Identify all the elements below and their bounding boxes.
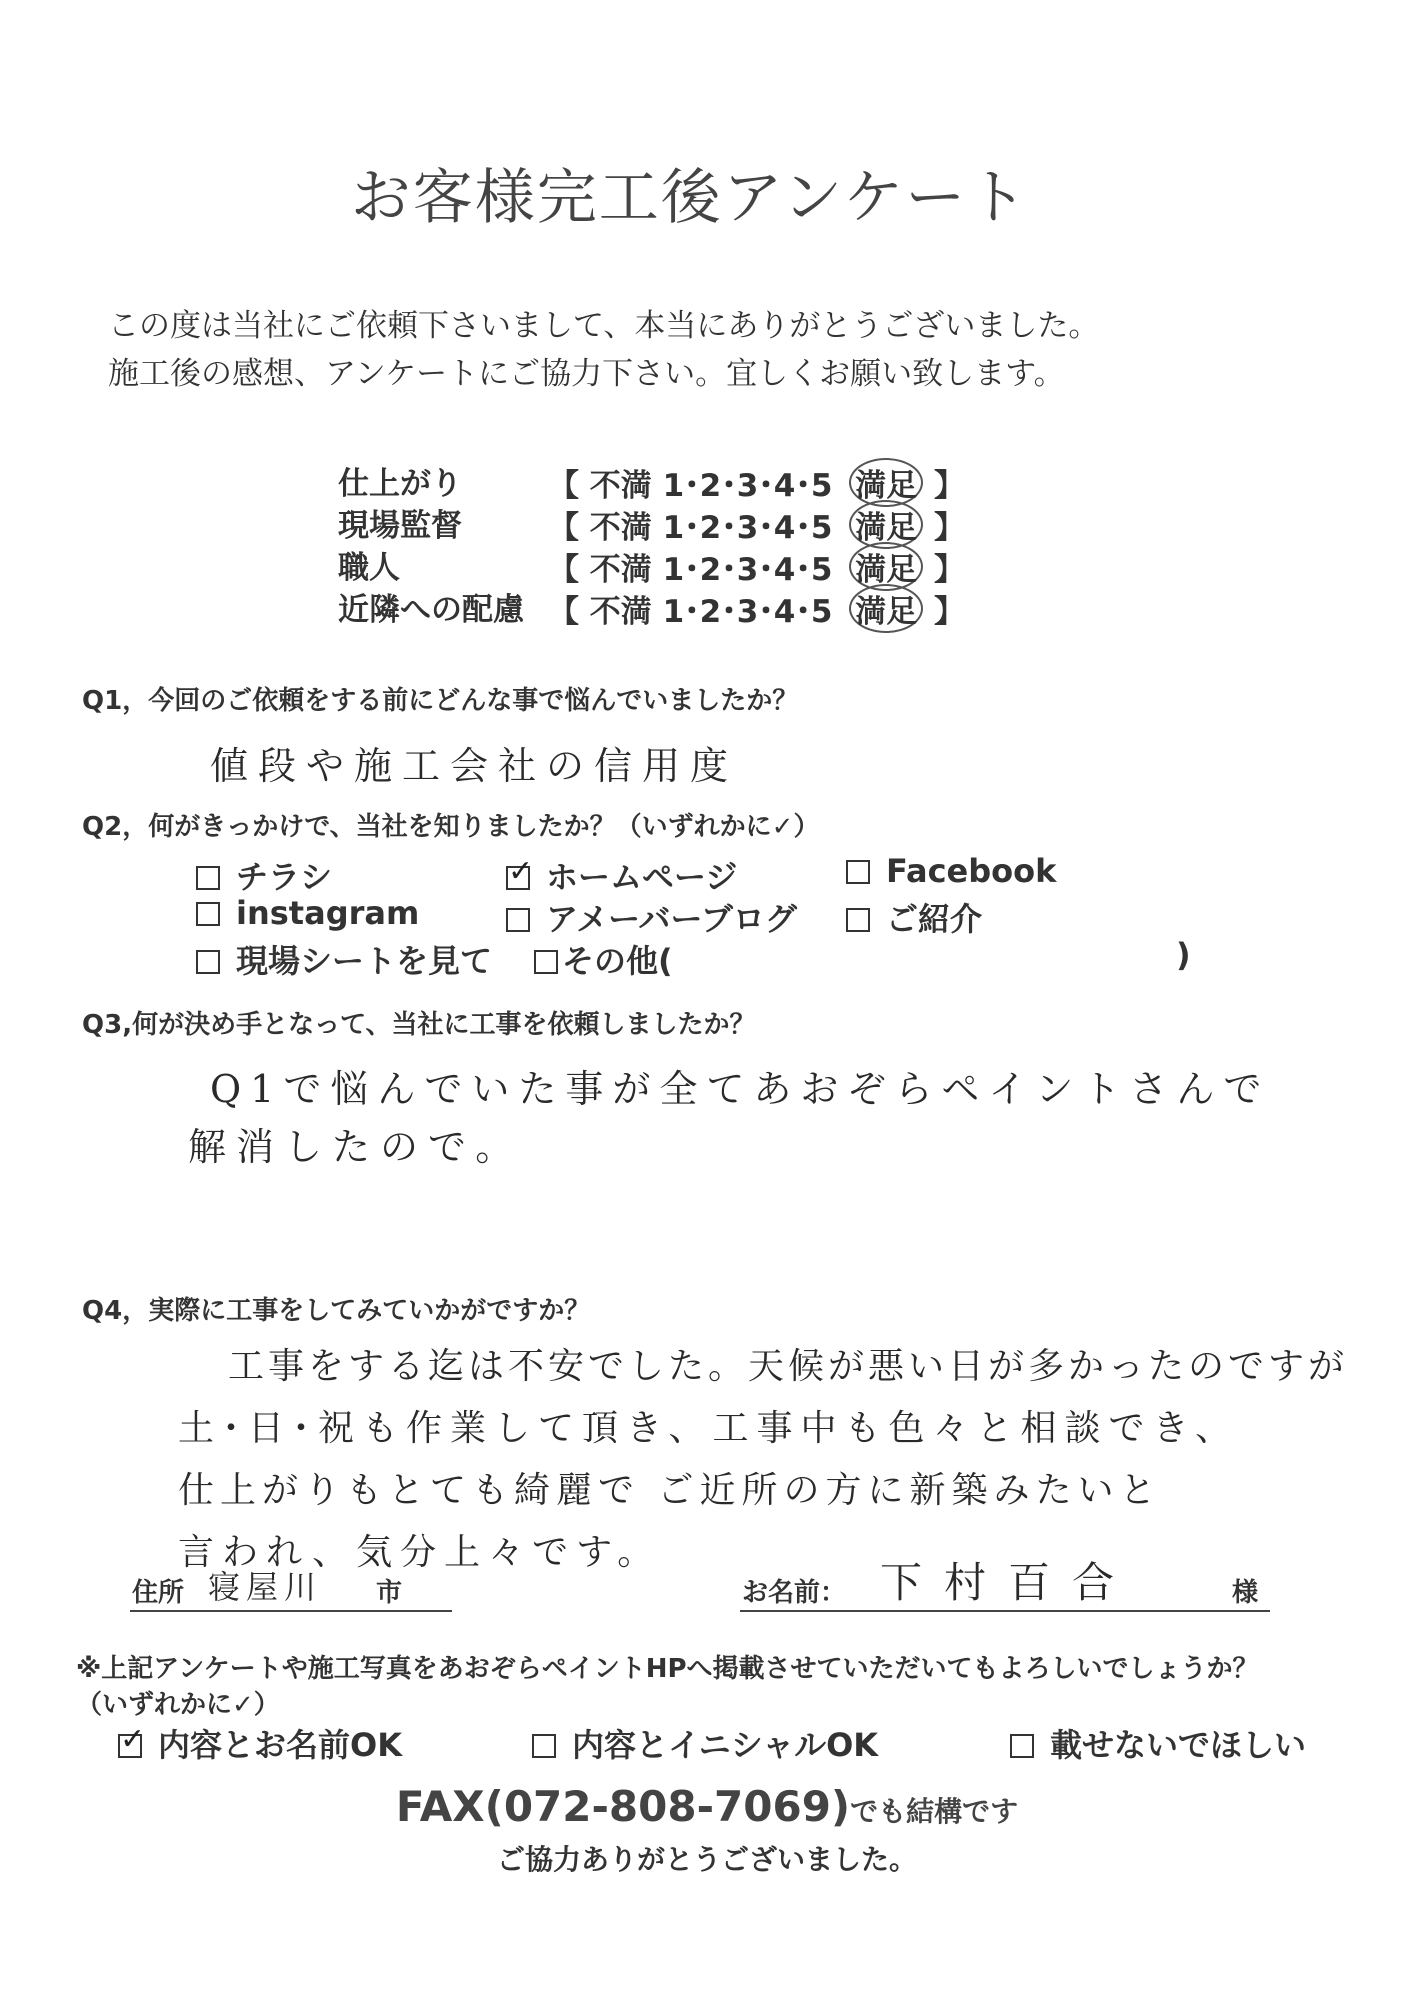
consent-question-line-2: （いずれかに✓） (76, 1690, 280, 1720)
option-label: ホームページ (546, 858, 738, 896)
q3-question: Q3,何が決め手となって、当社に工事を依頼しましたか？ (82, 1010, 756, 1040)
checkbox-checked[interactable] (118, 1734, 142, 1758)
consent-question-line-1: ※上記アンケートや施工写真をあおぞらペイントHPへ掲載させていただいてもよろしいでしょうか？ (76, 1654, 1259, 1684)
option-facebook[interactable] (846, 852, 1056, 890)
fax-line (0, 1782, 1414, 1831)
name-underline (740, 1610, 1270, 1612)
checkbox[interactable] (196, 866, 220, 890)
rating-scale-text: 【 不満 1･2･3･4･5 (548, 510, 833, 546)
q1-answer: 値段や施工会社の信用度 (210, 744, 739, 788)
q4-answer-line-3: 仕上がりもとても綺麗で ご近所の方に新築みたいと (178, 1470, 1162, 1511)
checkbox[interactable] (846, 860, 870, 884)
q4-answer-line-4: 言われ、気分上々です。 (178, 1532, 662, 1573)
address-suffix: 市 (376, 1578, 403, 1608)
option-label: Facebook (886, 852, 1057, 890)
rating-label-craftsman: 職人 (338, 550, 400, 586)
option-referral[interactable] (846, 894, 982, 940)
rating-scale-close: 】 (934, 594, 966, 630)
option-label: 載せないでほしい (1050, 1726, 1307, 1764)
option-label: 内容とイニシャルOK (572, 1726, 879, 1764)
rating-label-supervisor: 現場監督 (338, 508, 462, 544)
page-title: お客様完工後アンケート (350, 163, 1030, 233)
fax-suffix: でも結構です (850, 1795, 1019, 1828)
option-label: instagram (236, 894, 420, 932)
option-instagram[interactable] (196, 894, 419, 932)
address-underline (130, 1610, 452, 1612)
option-other[interactable] (534, 936, 673, 982)
q2-question: Q2，何がきっかけで、当社を知りましたか？（いずれかに✓） (82, 812, 820, 842)
rating-scale-close: 】 (934, 552, 966, 588)
q3-answer-line-2: 解消したので。 (188, 1125, 524, 1169)
thanks-message: ご協力ありがとうございました。 (496, 1843, 917, 1876)
option-flyer[interactable] (196, 852, 332, 898)
consent-option-initial-ok[interactable] (532, 1720, 878, 1766)
option-label: 現場シートを見て (236, 942, 493, 980)
option-label: ご紹介 (886, 900, 983, 938)
rating-label-finish: 仕上がり (338, 466, 462, 502)
option-homepage[interactable] (506, 852, 737, 898)
intro-line-1: この度は当社にご依頼下さいまして、本当にありがとうございました。 (108, 308, 1100, 344)
consent-option-name-ok[interactable] (118, 1720, 402, 1766)
rating-scale-close: 】 (934, 510, 966, 546)
option-label: アメーバーブログ (546, 900, 797, 938)
checkbox[interactable] (532, 1734, 556, 1758)
name-value: 下村百合 (880, 1558, 1137, 1607)
option-ameba-blog[interactable] (506, 894, 797, 940)
rating-selected-satisfied: 満足 (849, 500, 923, 549)
q4-answer-line-1: 工事をする迄は不安でした。天候が悪い日が多かったのですが (228, 1346, 1349, 1387)
checkbox[interactable] (846, 908, 870, 932)
option-label: 内容とお名前OK (158, 1726, 403, 1764)
rating-scale-text: 【 不満 1･2･3･4･5 (548, 468, 833, 504)
checkbox[interactable] (196, 950, 220, 974)
checkbox[interactable] (196, 902, 220, 926)
q1-question: Q1，今回のご依頼をする前にどんな事で悩んでいましたか？ (82, 686, 799, 716)
checkbox[interactable] (506, 908, 530, 932)
q3-answer-line-1: Q1で悩んでいた事が全てあおぞらペイントさんで (210, 1067, 1271, 1111)
rating-scale-close: 】 (934, 468, 966, 504)
address-label: 住所 (132, 1578, 185, 1608)
rating-selected-satisfied: 満足 (849, 542, 923, 591)
rating-scale-text: 【 不満 1･2･3･4･5 (548, 552, 833, 588)
q4-question: Q4，実際に工事をしてみていかがですか？ (82, 1296, 591, 1326)
option-site-sheet[interactable] (196, 936, 492, 982)
option-label: チラシ (236, 858, 333, 896)
option-label: その他( (562, 942, 673, 980)
q4-answer-line-2: 土･日･祝も作業して頂き、工事中も色々と相談でき、 (178, 1408, 1240, 1449)
rating-scale-text: 【 不満 1･2･3･4･5 (548, 594, 833, 630)
name-suffix: 様 (1232, 1578, 1259, 1608)
fax-number: FAX(072-808-7069) (395, 1782, 851, 1831)
consent-option-no-publish[interactable] (1010, 1720, 1306, 1766)
checkbox[interactable] (534, 950, 558, 974)
checkbox[interactable] (1010, 1734, 1034, 1758)
rating-selected-satisfied: 満足 (849, 584, 923, 633)
name-label: お名前： (742, 1578, 847, 1608)
rating-label-neighbors: 近隣への配慮 (338, 592, 524, 628)
intro-line-2: 施工後の感想、アンケートにご協力下さい。宜しくお願い致します。 (108, 356, 1065, 392)
address-value: 寝屋川 (208, 1568, 323, 1606)
rating-selected-satisfied: 満足 (849, 458, 923, 507)
checkbox-checked[interactable] (506, 866, 530, 890)
option-other-close: ) (1176, 936, 1191, 974)
rating-scale-neighbors (548, 584, 965, 633)
